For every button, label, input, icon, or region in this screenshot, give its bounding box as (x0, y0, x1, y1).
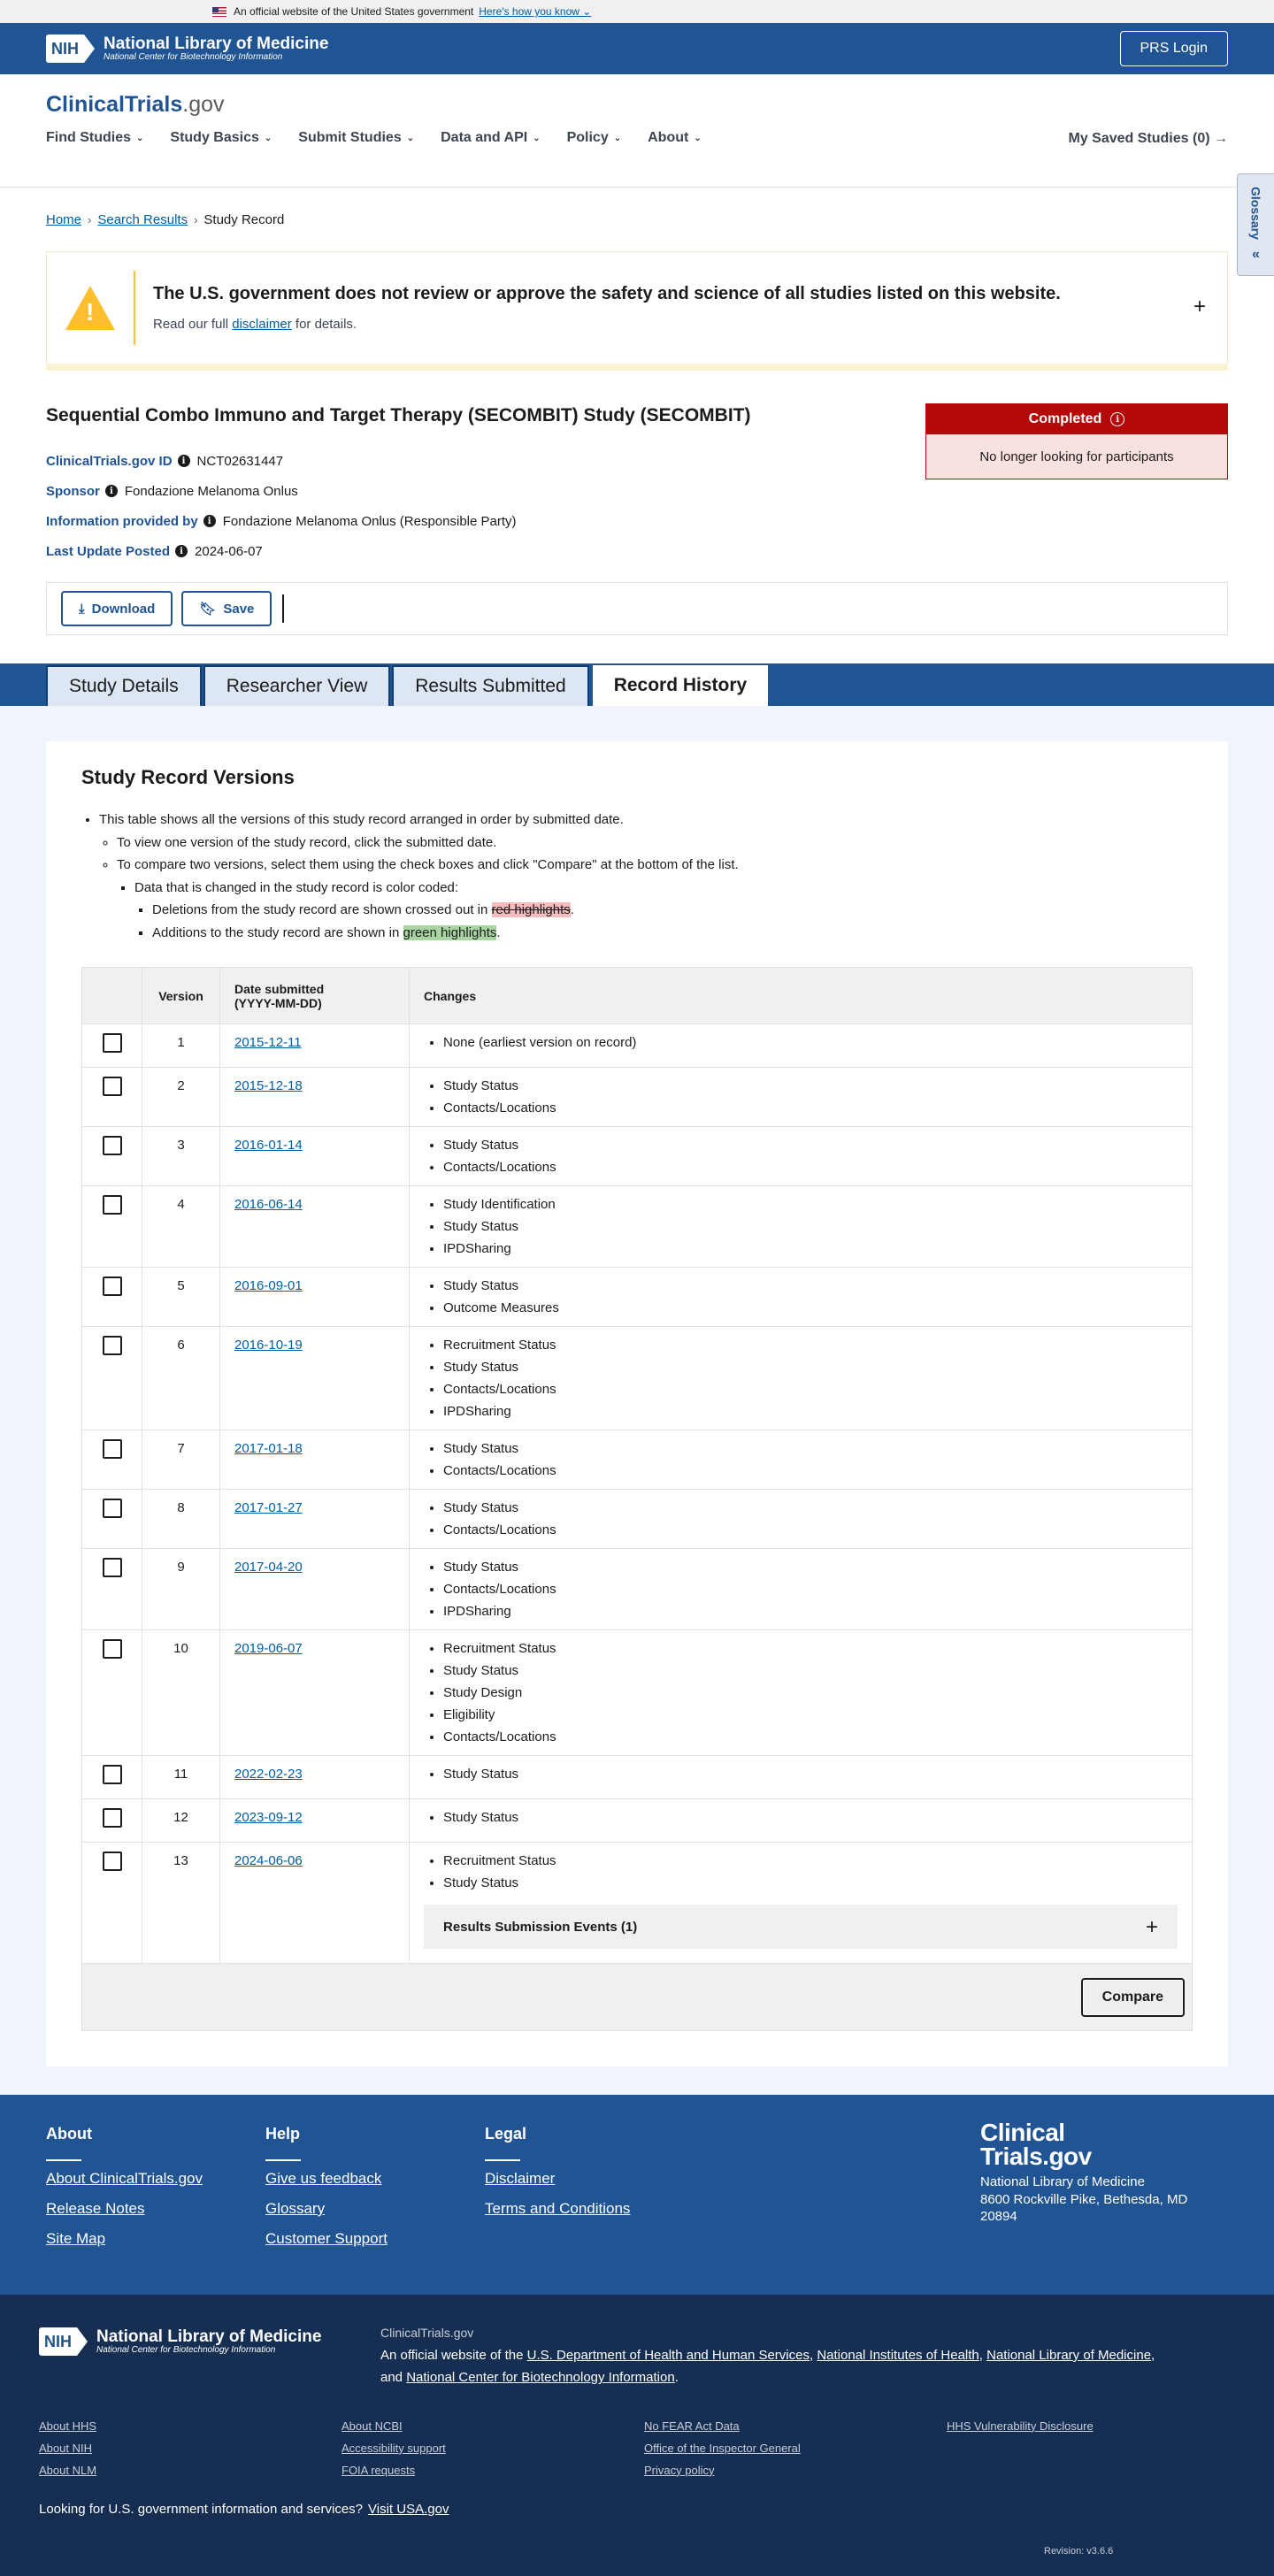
footer-link[interactable]: About NCBI (342, 2419, 403, 2433)
version-number: 8 (142, 1490, 220, 1549)
version-checkbox[interactable] (103, 1195, 122, 1215)
expand-plus-icon: + (1145, 1914, 1158, 1939)
footer-link[interactable]: HHS Vulnerability Disclosure (947, 2419, 1094, 2433)
nav-data-api[interactable]: Data and API ⌄ (441, 130, 541, 145)
change-item: • Recruitment Status (443, 1637, 1178, 1660)
heres-how-you-know-link[interactable]: Here's how you know ⌄ (479, 5, 592, 18)
change-item: • Contacts/Locations (443, 1726, 1178, 1748)
bookmark-icon: 🔖︎ (199, 602, 217, 617)
my-saved-studies-link[interactable]: My Saved Studies (0) → (1068, 131, 1228, 146)
usa-gov-line: Looking for U.S. government information and services? Visit USA.gov (39, 2501, 449, 2517)
chevron-down-icon: ⌄ (533, 133, 541, 143)
chevron-down-icon: ⌄ (136, 133, 144, 143)
chevron-down-icon: ⌄ (694, 133, 702, 143)
version-date-link[interactable]: 2016-09-01 (234, 1278, 303, 1293)
last-update-value: 2024-06-07 (195, 543, 263, 559)
footer-link[interactable]: About NLM (39, 2463, 97, 2477)
version-column-header: Version (142, 968, 220, 1024)
change-item: • Contacts/Locations (443, 1097, 1178, 1119)
site-header (0, 74, 1274, 188)
version-number: 9 (142, 1549, 220, 1630)
table-row (82, 1756, 1193, 1799)
version-date-link[interactable]: 2024-06-06 (234, 1853, 303, 1868)
version-checkbox[interactable] (103, 1808, 122, 1828)
versions-table (81, 967, 1193, 1964)
version-number: 1 (142, 1024, 220, 1068)
breadcrumb-search-results[interactable]: Search Results (97, 211, 188, 227)
version-checkbox[interactable] (103, 1033, 122, 1053)
chevron-down-icon: ⌄ (264, 133, 272, 143)
official-website-text: ClinicalTrials.gov An official website of the U.S. Department of Health and Human Services, National Institutes of Health, National Library of Medicine, and National Center for Biotechnology Information. (380, 2326, 1155, 2386)
nih-icon: NIH (46, 33, 95, 65)
nav-find-studies[interactable]: Find Studies ⌄ (46, 130, 144, 145)
footer-link[interactable]: Give us feedback (265, 2170, 382, 2187)
change-item: • Study Status (443, 1806, 1178, 1828)
changes-column-header: Changes (410, 968, 1193, 1024)
select-column-header (82, 968, 142, 1024)
addition-sample: green highlights (403, 924, 497, 940)
version-date-link[interactable]: 2017-04-20 (234, 1560, 303, 1575)
table-row (82, 1268, 1193, 1327)
provided-by-value: Fondazione Melanoma Onlus (Responsible Party) (222, 513, 517, 529)
nav-about[interactable]: About ⌄ (648, 130, 702, 145)
arrow-right-icon: → (1214, 131, 1228, 146)
footer-link[interactable]: Accessibility support (342, 2441, 446, 2455)
chevron-down-icon: ⌄ (406, 133, 415, 143)
version-date-link[interactable]: 2022-02-23 (234, 1767, 303, 1782)
table-row (82, 1024, 1193, 1068)
tab-researcher-view[interactable]: Researcher View (203, 665, 391, 706)
info-icon[interactable]: i (203, 515, 216, 527)
footer-address: National Library of Medicine 8600 Rockville Pike, Bethesda, MD 20894 (980, 2174, 1188, 2225)
info-icon[interactable]: i (105, 485, 118, 497)
footer-link[interactable]: Office of the Inspector General (644, 2441, 801, 2455)
footer-help-heading: Help (265, 2125, 301, 2143)
version-checkbox[interactable] (103, 1276, 122, 1296)
table-row (82, 1186, 1193, 1268)
version-checkbox[interactable] (103, 1136, 122, 1155)
prs-login-button[interactable]: PRS Login (1120, 31, 1229, 66)
version-date-link[interactable]: 2019-06-07 (234, 1641, 303, 1656)
disclaimer-link[interactable]: disclaimer (232, 317, 292, 332)
version-date-link[interactable]: 2017-01-18 (234, 1441, 303, 1456)
info-icon[interactable]: i (175, 545, 188, 557)
footer-link[interactable]: Privacy policy (644, 2463, 715, 2477)
breadcrumb-current: Study Record (203, 211, 285, 227)
chevron-right-icon: › (194, 212, 198, 226)
version-number: 11 (142, 1756, 220, 1799)
change-item: • IPDSharing (443, 1400, 1178, 1422)
footer-link[interactable]: About ClinicalTrials.gov (46, 2170, 203, 2187)
change-item: • Contacts/Locations (443, 1378, 1178, 1400)
change-item: • Study Identification (443, 1193, 1178, 1215)
alert-text: Read our full disclaimer for details. (153, 317, 357, 332)
version-date-link[interactable]: 2017-01-27 (234, 1500, 303, 1515)
nlm-link[interactable]: National Library of Medicine (986, 2347, 1152, 2363)
tab-study-details[interactable]: Study Details (46, 665, 202, 706)
expand-plus-icon[interactable]: + (1193, 295, 1206, 318)
date-column-header: Date submitted (YYYY-MM-DD) (220, 968, 410, 1024)
nlm-title: National Library of Medicine (104, 34, 329, 53)
ncbi-link[interactable]: National Center for Biotechnology Information (406, 2370, 675, 2386)
ncbi-subtitle: National Center for Biotechnology Information (104, 51, 283, 62)
change-item: • Study Status (443, 1497, 1178, 1519)
version-checkbox[interactable] (103, 1639, 122, 1659)
site-footer (0, 2095, 1274, 2295)
chevrons-left-icon: « (1252, 246, 1260, 262)
hhs-link[interactable]: U.S. Department of Health and Human Services (526, 2347, 810, 2363)
version-date-link[interactable]: 2015-12-18 (234, 1078, 303, 1093)
revision-text: Revision: v3.6.6 (1044, 2546, 1114, 2557)
status-subtext: No longer looking for participants (926, 434, 1227, 479)
version-date-link[interactable]: 2016-01-14 (234, 1138, 303, 1153)
change-item: • Outcome Measures (443, 1297, 1178, 1319)
version-checkbox[interactable] (103, 1558, 122, 1577)
nav-study-basics[interactable]: Study Basics ⌄ (170, 130, 272, 145)
version-number: 3 (142, 1127, 220, 1186)
version-number: 12 (142, 1799, 220, 1843)
status-badge: Completed i No longer looking for participants (925, 403, 1228, 479)
footer-link[interactable]: Release Notes (46, 2200, 145, 2217)
footer-link[interactable]: About HHS (39, 2419, 97, 2433)
study-header: Sequential Combo Immuno and Target Therapy (SECOMBIT) Study (SECOMBIT) ClinicalTrials.gov ID i NCT02631447 Sponsor i Fondazione Melanoma Onlus Information provided by i Fondazione Melanoma Onlus (Responsible Party) Last Update Posted i 2024-06-07 Completed i No longer looking for participants (46, 405, 1228, 564)
footer-link[interactable]: Glossary (265, 2200, 326, 2217)
footer-link[interactable]: No FEAR Act Data (644, 2419, 740, 2433)
breadcrumb-home[interactable]: Home (46, 211, 82, 227)
results-submission-events[interactable]: Results Submission Events (1) + (424, 1905, 1178, 1949)
download-button[interactable]: ⤓ Download (61, 591, 173, 626)
footer-legal-heading: Legal (485, 2125, 527, 2143)
version-number: 13 (142, 1843, 220, 1964)
version-number: 2 (142, 1068, 220, 1127)
change-item: • Study Status (443, 1356, 1178, 1378)
change-item: • Study Status (443, 1872, 1178, 1894)
versions-intro: • This table shows all the versions of this study record arranged in order by submitted date. ◦ To view one version of the study record, click the submitted date. ◦ To compare two versions, select them using the check boxes and click "Compare" at the bottom of the list. ▪ Data that is changed in the study record is color coded: ▪ Deletions from the study record are shown crossed out in red highlights. ▪ Additions to the study record are shown in green highlights. (81, 809, 1193, 944)
change-item: • Contacts/Locations (443, 1578, 1178, 1600)
change-item: • Contacts/Locations (443, 1156, 1178, 1178)
chevron-right-icon: › (88, 212, 92, 226)
version-number: 4 (142, 1186, 220, 1268)
divider (282, 594, 284, 623)
change-item: • Contacts/Locations (443, 1519, 1178, 1541)
footer-link[interactable]: Disclaimer (485, 2170, 556, 2187)
footer-link[interactable]: Terms and Conditions (485, 2200, 631, 2217)
version-checkbox[interactable] (103, 1439, 122, 1459)
change-item: • IPDSharing (443, 1238, 1178, 1260)
version-number: 7 (142, 1430, 220, 1490)
change-item: • Study Status (443, 1215, 1178, 1238)
alert-title: The U.S. government does not review or approve the safety and science of all studies listed on this website. (153, 284, 1061, 303)
table-row (82, 1549, 1193, 1630)
change-item: • Study Status (443, 1134, 1178, 1156)
us-flag-icon (212, 7, 226, 17)
change-item: • Study Status (443, 1275, 1178, 1297)
nct-id: NCT02631447 (196, 453, 284, 469)
breadcrumb (0, 188, 1274, 234)
table-row (82, 1430, 1193, 1490)
gov-banner (0, 0, 1274, 23)
change-item: • Study Status (443, 1763, 1178, 1785)
table-row (82, 1068, 1193, 1127)
warning-icon: ! (65, 286, 115, 330)
change-item: • Study Status (443, 1075, 1178, 1097)
deletion-sample: red highlights (491, 902, 571, 917)
compare-bar (81, 1964, 1193, 2031)
footer-link[interactable]: FOIA requests (342, 2463, 416, 2477)
record-history-section (0, 706, 1274, 2095)
nih-link[interactable]: National Institutes of Health (817, 2347, 979, 2363)
footer-about-heading: About (46, 2125, 92, 2143)
footer-link[interactable]: About NIH (39, 2441, 92, 2455)
change-item: • Recruitment Status (443, 1334, 1178, 1356)
action-bar (46, 582, 1228, 635)
footer-link[interactable]: Site Map (46, 2230, 106, 2247)
section-title: Study Record Versions (81, 766, 295, 788)
change-item: • None (earliest version on record) (443, 1031, 1178, 1054)
disclaimer-alert (46, 251, 1228, 364)
version-date-link[interactable]: 2023-09-12 (234, 1810, 303, 1825)
gov-banner-text: An official website of the United States government (234, 5, 474, 18)
study-tabs (0, 663, 1274, 706)
nav-submit-studies[interactable]: Submit Studies ⌄ (298, 130, 415, 145)
nih-header (0, 23, 1274, 74)
main-nav (46, 130, 1228, 146)
agency-links (39, 2419, 1235, 2477)
table-row (82, 1127, 1193, 1186)
change-item: • Study Status (443, 1556, 1178, 1578)
change-item: • Study Status (443, 1660, 1178, 1682)
table-row (82, 1630, 1193, 1756)
footer-brand (980, 2121, 1210, 2226)
footer-link[interactable]: Customer Support (265, 2230, 388, 2247)
version-checkbox[interactable] (103, 1765, 122, 1784)
table-row (82, 1490, 1193, 1549)
version-date-link[interactable]: 2015-12-11 (234, 1035, 302, 1050)
change-item: • Contacts/Locations (443, 1460, 1178, 1482)
version-number: 6 (142, 1327, 220, 1430)
version-number: 5 (142, 1268, 220, 1327)
version-checkbox[interactable] (103, 1077, 122, 1096)
save-button[interactable]: 🔖︎ Save (181, 591, 272, 626)
table-row (82, 1843, 1193, 1964)
nih-icon: NIH (39, 2326, 88, 2358)
agency-footer (0, 2295, 1274, 2576)
versions-panel (46, 741, 1228, 2066)
change-item: • Study Status (443, 1438, 1178, 1460)
study-title: Sequential Combo Immuno and Target Therapy (SECOMBIT) Study (SECOMBIT) (46, 405, 751, 426)
change-item: • Eligibility (443, 1704, 1178, 1726)
ctgov-logo[interactable]: ClinicalTrials.gov (46, 92, 225, 117)
nlm-logo[interactable] (46, 33, 328, 65)
tab-record-history[interactable]: Record History (591, 663, 771, 706)
nlm-footer-logo[interactable]: NIH National Library of Medicine National Center for Biotechnology Information (39, 2323, 380, 2360)
info-icon[interactable]: i (178, 455, 190, 467)
download-icon: ⤓ (79, 601, 85, 617)
version-checkbox[interactable] (103, 1336, 122, 1355)
glossary-tab[interactable]: Glossary « (1237, 173, 1274, 276)
version-date-link[interactable]: 2016-10-19 (234, 1338, 303, 1353)
table-row (82, 1799, 1193, 1843)
ctgov-footer-logo[interactable]: Clinical Trials.gov (980, 2119, 1092, 2170)
usa-gov-link[interactable]: Visit USA.gov (368, 2501, 449, 2517)
compare-button[interactable]: Compare (1081, 1978, 1185, 2017)
version-date-link[interactable]: 2016-06-14 (234, 1197, 303, 1212)
version-checkbox[interactable] (103, 1852, 122, 1871)
nav-policy[interactable]: Policy ⌄ (566, 130, 622, 145)
tab-results-submitted[interactable]: Results Submitted (392, 665, 588, 706)
table-row (82, 1327, 1193, 1430)
change-item: • Study Design (443, 1682, 1178, 1704)
info-icon[interactable]: i (1110, 412, 1124, 426)
change-item: • IPDSharing (443, 1600, 1178, 1622)
version-number: 10 (142, 1630, 220, 1756)
change-item: • Recruitment Status (443, 1850, 1178, 1872)
sponsor-value: Fondazione Melanoma Onlus (124, 483, 298, 499)
chevron-down-icon: ⌄ (613, 133, 622, 143)
version-checkbox[interactable] (103, 1499, 122, 1518)
